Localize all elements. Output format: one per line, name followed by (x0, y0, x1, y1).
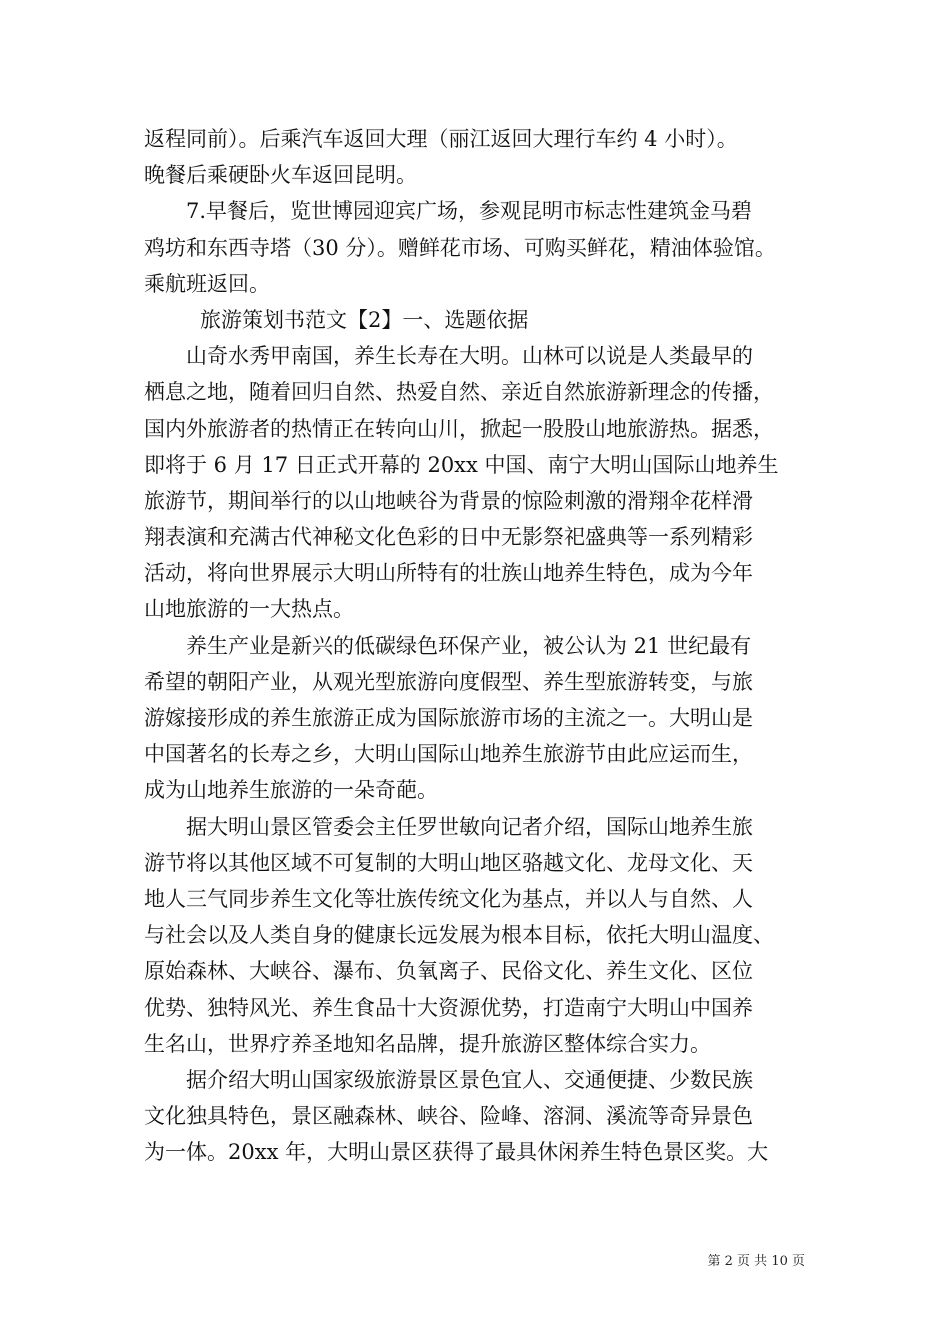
text-line: 旅游节，期间举行的以山地峡谷为背景的惊险刺激的滑翔伞花样滑 (144, 488, 753, 513)
text-line: 游嫁接形成的养生旅游正成为国际旅游市场的主流之一。大明山是 (144, 706, 753, 730)
text-line: 乘航班返回。 (144, 271, 270, 296)
text-line: 晚餐后乘硬卧火车返回昆明。 (144, 163, 417, 188)
text-line: 优势、独特风光、养生食品十大资源优势，打造南宁大明山中国养 (144, 995, 753, 1020)
text-line: 即将于 6 月 17 日正式开幕的 20xx 中国、南宁大明山国际山地养生 (144, 452, 779, 477)
text-line: 鸡坊和东西寺塔（30 分）。赠鲜花市场、可购买鲜花，精油体验馆。 (144, 235, 776, 260)
text-line: 生名山，世界疗养圣地知名品牌，提升旅游区整体综合实力。 (144, 1031, 711, 1056)
text-line: 翔表演和充满古代神秘文化色彩的日中无影祭祀盛典等一系列精彩 (144, 525, 753, 550)
text-line: 成为山地养生旅游的一朵奇葩。 (144, 778, 438, 803)
text-line: 中国著名的长寿之乡，大明山国际山地养生旅游节由此应运而生， (144, 742, 753, 767)
text-line: 栖息之地，随着回归自然、热爱自然、亲近自然旅游新理念的传播， (144, 380, 774, 405)
text-line: 返程同前）。后乘汽车返回大理（丽江返回大理行车约 4 小时）。 (144, 127, 738, 151)
text-line: 原始森林、大峡谷、瀑布、负氧离子、民俗文化、养生文化、区位 (144, 959, 753, 984)
text-line: 希望的朝阳产业，从观光型旅游向度假型、养生型旅游转变，与旅 (144, 669, 753, 694)
text-line: 国内外旅游者的热情正在转向山川，掀起一股股山地旅游热。据悉， (144, 416, 774, 441)
text-line: 养生产业是新兴的低碳绿色环保产业，被公认为 21 世纪最有 (186, 633, 752, 658)
section-heading: 旅游策划书范文【2】一、选题依据 (200, 307, 529, 332)
text-line: 游节将以其他区域不可复制的大明山地区骆越文化、龙母文化、天 (144, 850, 753, 875)
page-number: 第 2 页 共 10 页 (707, 1254, 805, 1269)
text-line: 据大明山景区管委会主任罗世敏向记者介绍，国际山地养生旅 (186, 814, 753, 839)
text-line: 活动，将向世界展示大明山所特有的壮族山地养生特色，成为今年 (144, 561, 753, 586)
text-line: 地人三气同步养生文化等壮族传统文化为基点，并以人与自然、人 (144, 886, 753, 911)
document-body (144, 121, 812, 1170)
text-line: 与社会以及人类自身的健康长远发展为根本目标，依托大明山温度、 (144, 923, 774, 948)
text-line: 据介绍大明山国家级旅游景区景色宜人、交通便捷、少数民族 (186, 1067, 753, 1092)
text-line: 山奇水秀甲南国，养生长寿在大明。山林可以说是人类最早的 (186, 344, 753, 369)
text-line: 为一体。20xx 年，大明山景区获得了最具休闲养生特色景区奖。大 (144, 1140, 769, 1165)
text-line: 7.早餐后，览世博园迎宾广场，参观昆明市标志性建筑金马碧 (186, 199, 753, 224)
text-line: 山地旅游的一大热点。 (144, 597, 354, 622)
text-line: 文化独具特色，景区融森林、峡谷、险峰、溶洞、溪流等奇异景色 (144, 1104, 753, 1129)
